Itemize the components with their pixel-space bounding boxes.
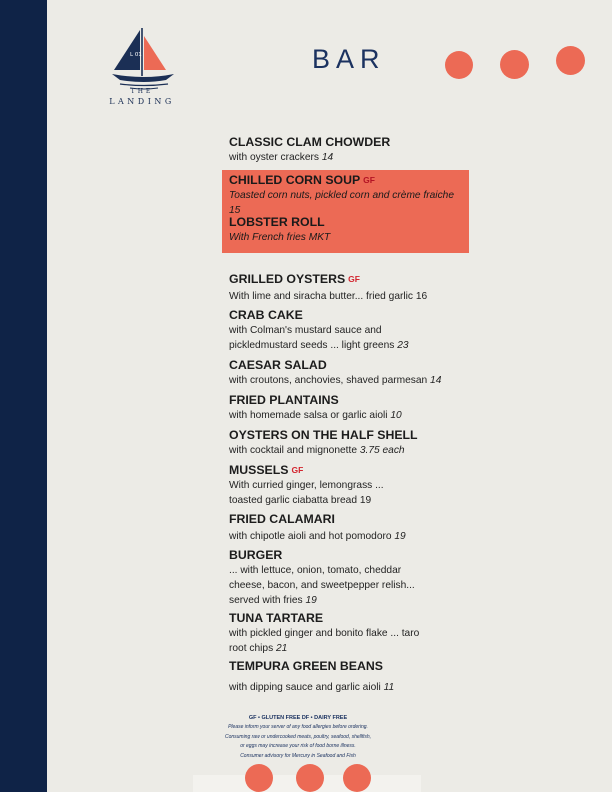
footer-notes: [198, 714, 398, 761]
item-name: GRILLED OYSTERS: [229, 272, 346, 286]
dietary-legend: GF • GLUTEN FREE DF • DAIRY FREE: [248, 715, 348, 721]
decorative-dot: [245, 764, 273, 792]
item-price: 21: [276, 643, 288, 654]
menu-item: [229, 135, 479, 165]
advisory-note: or eggs may increase your risk of food borne illness.: [240, 743, 356, 750]
item-price: 11: [383, 682, 395, 693]
item-name: FRIED CALAMARI: [229, 512, 335, 526]
menu-item: [229, 463, 479, 508]
item-description: with pickled ginger and bonito flake ... taro root chips: [229, 628, 420, 654]
item-price: 10: [390, 410, 402, 421]
item-name: TEMPURA GREEN BEANS: [229, 659, 383, 673]
page-title: BAR: [312, 44, 386, 74]
left-navy-stripe: [0, 0, 47, 792]
gf-tag: GF: [348, 274, 360, 284]
item-name: BURGER: [229, 548, 283, 562]
item-name: CLASSIC CLAM CHOWDER: [229, 135, 391, 149]
item-description: Toasted corn nuts, pickled corn and crème fraiche 15: [229, 190, 454, 216]
featured-item: [229, 215, 465, 245]
menu-item: [229, 393, 479, 423]
item-price: 14: [430, 375, 442, 386]
mercury-note: Consumer advisory for Mercury in Seafood and Fish: [240, 752, 356, 759]
item-description: with Colman's mustard sauce and pickledmustard seeds ... light greens: [229, 325, 395, 351]
item-name: TUNA TARTARE: [229, 611, 324, 625]
menu-item: [229, 512, 479, 544]
decorative-dot: [445, 51, 473, 79]
menu-item: [229, 659, 479, 695]
item-description: With French fries MKT: [229, 232, 331, 243]
decorative-dot: [343, 764, 371, 792]
menu-item: [229, 272, 479, 304]
item-name: OYSTERS ON THE HALF SHELL: [229, 428, 418, 442]
item-name: FRIED PLANTAINS: [229, 393, 339, 407]
item-description: ... with lettuce, onion, tomato, cheddar cheese, bacon, and sweetpepper relish... served with fries: [229, 565, 415, 606]
logo-small-text: THE: [130, 88, 154, 95]
decorative-dot: [556, 46, 585, 75]
allergy-note: Please inform your server of any food allergies before ordering.: [228, 724, 368, 730]
menu-item: [229, 548, 479, 608]
item-description: With lime and siracha butter... fried garlic 16: [229, 291, 428, 302]
advisory-note: Consuming raw or undercooked meats, poultry, seafood, shellfish,: [224, 733, 372, 740]
item-name: MUSSELS: [229, 463, 289, 477]
gf-tag: GF: [363, 175, 375, 185]
item-price: 23: [397, 340, 409, 351]
logo-name: LANDING: [109, 97, 175, 106]
item-name: CAESAR SALAD: [229, 358, 327, 372]
item-description: with homemade salsa or garlic aioli: [229, 410, 388, 421]
decorative-dot: [500, 50, 529, 79]
featured-item: [229, 173, 465, 218]
item-description: with croutons, anchovies, shaved parmesan: [229, 375, 428, 386]
logo-wordmark: [96, 88, 188, 106]
gf-tag: GF: [291, 465, 304, 475]
item-description: with cocktail and mignonette: [229, 445, 357, 456]
item-description: with chipotle aioli and hot pomodoro: [229, 531, 392, 542]
item-price: 19: [305, 595, 317, 606]
menu-item: [229, 358, 479, 388]
item-name: CRAB CAKE: [229, 308, 303, 322]
item-description: With curried ginger, lemongrass ... toasted garlic ciabatta bread 19: [229, 480, 384, 506]
item-price: 14: [321, 152, 334, 163]
item-price: 3.75 each: [359, 445, 405, 456]
item-description: with oyster crackers: [229, 152, 320, 163]
menu-item: [229, 428, 479, 458]
decorative-dot: [296, 764, 324, 792]
item-name: LOBSTER ROLL: [229, 215, 325, 229]
item-name: CHILLED CORN SOUP: [229, 173, 361, 187]
item-price: 19: [394, 531, 406, 542]
menu-item: [229, 611, 479, 656]
menu-item: [229, 308, 479, 353]
item-description: with dipping sauce and garlic aioli: [229, 682, 381, 693]
logo-sail-text: L 01: [130, 52, 142, 58]
